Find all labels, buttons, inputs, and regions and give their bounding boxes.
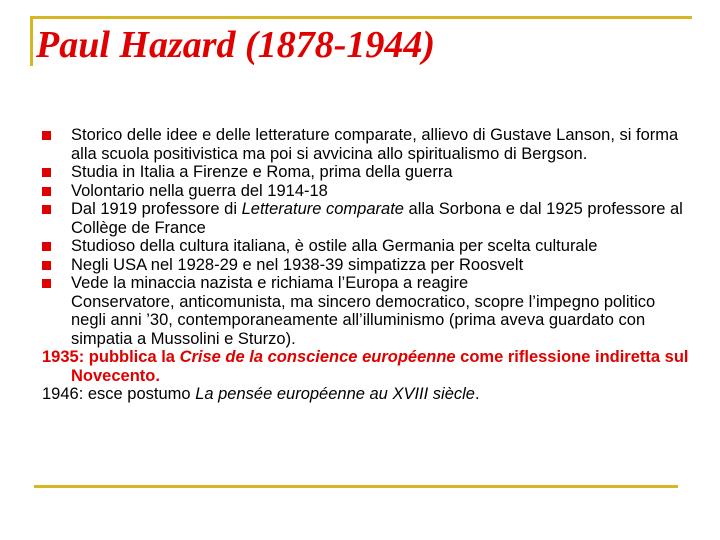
square-bullet-icon xyxy=(42,261,51,270)
paragraph-text: Conservatore, anticomunista, ma sincero democratico, scopre l’impegno politico negli anni ’30, contemporaneamente all’illuminismo (prima aveva guardato con simpatia a Mussolini e Sturzo). xyxy=(71,292,656,348)
bullet-text: Storico delle idee e delle letterature comparate, allievo di Gustave Lanson, si forma alla scuola positivistica ma poi si avvicina allo spiritualismo di Bergson. xyxy=(71,126,679,163)
bullet-text: Studioso della cultura italiana, è ostile alla Germania per scelta culturale xyxy=(71,237,598,255)
paragraph-1935-title: Crise de la conscience européenne xyxy=(179,348,456,366)
paragraph-1935-pre: 1935: pubblica la xyxy=(42,348,180,366)
bullet-text-post: alla Sorbona e dal 1925 professore al Collège de France xyxy=(71,200,683,237)
bullet-item-1 xyxy=(42,126,690,163)
bullet-item-4 xyxy=(42,200,690,237)
square-bullet-icon xyxy=(42,131,51,140)
bullet-item-7 xyxy=(42,274,690,293)
slide-content xyxy=(42,126,690,404)
title-frame-left-rule xyxy=(30,16,33,66)
bullet-item-5 xyxy=(42,237,690,256)
bullet-text-pre: Dal 1919 professore di xyxy=(71,200,242,218)
bullet-text: Negli USA nel 1928-29 e nel 1938-39 simpatizza per Roosvelt xyxy=(71,255,524,274)
slide-title: Paul Hazard (1878-1944) xyxy=(36,24,435,66)
paragraph-1946-post: . xyxy=(474,385,480,403)
title-frame-top-rule xyxy=(30,16,692,19)
paragraph-1946 xyxy=(42,385,690,404)
bottom-divider-rule xyxy=(34,485,678,488)
bullet-item-2 xyxy=(42,163,690,182)
paragraph-conservatore xyxy=(42,293,690,349)
square-bullet-icon xyxy=(42,205,51,214)
bullet-text: Vede la minaccia nazista e richiama l’Europa a reagire xyxy=(71,274,469,292)
paragraph-1935-post: come riflessione indiretta sul Novecento. xyxy=(71,348,689,385)
square-bullet-icon xyxy=(42,279,51,288)
bullet-text-emphasis: Letterature comparate xyxy=(241,200,404,218)
square-bullet-icon xyxy=(42,242,51,251)
bullet-text: Volontario nella guerra del 1914-18 xyxy=(71,181,328,200)
bullet-text: Studia in Italia a Firenze e Roma, prima della guerra xyxy=(71,163,453,181)
bullet-item-6 xyxy=(42,256,690,275)
paragraph-1935 xyxy=(42,348,690,385)
square-bullet-icon xyxy=(42,187,51,196)
square-bullet-icon xyxy=(42,168,51,177)
paragraph-1946-title: La pensée européenne au XVIII siècle xyxy=(195,385,475,403)
paragraph-1946-pre: 1946: esce postumo xyxy=(42,385,196,403)
bullet-item-3 xyxy=(42,182,690,201)
